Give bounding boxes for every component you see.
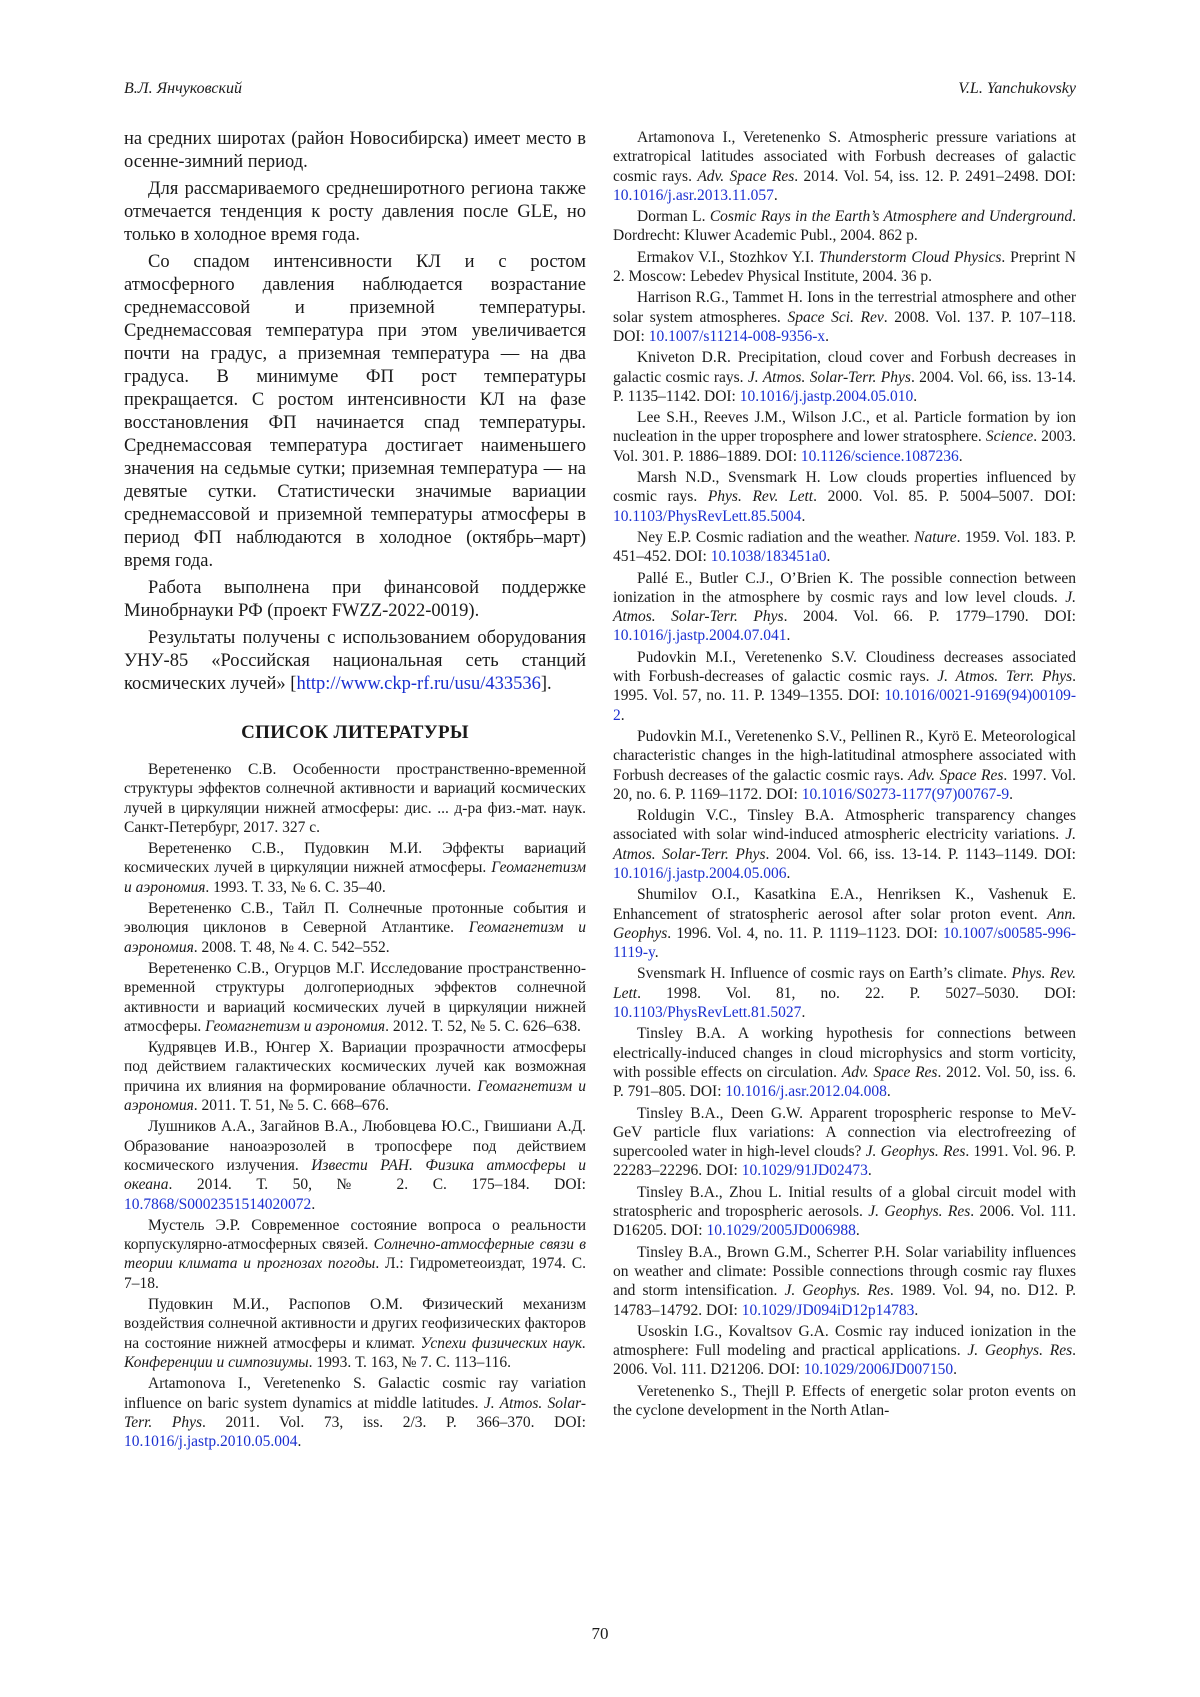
reference-text: Tinsley B.A., Brown G.M., Scherrer P.H. Solar variability influences on weather and climate: Possible connections through cosmic ray fluxes and storm intensification. (613, 1244, 1076, 1300)
reference-journal: Cosmic Rays in the Earth’s Atmosphere and Underground (710, 208, 1072, 225)
reference-entry (613, 248, 1076, 287)
reference-text: Marsh N.D., Svensmark H. Low clouds properties influenced by cosmic rays. (613, 469, 1076, 505)
reference-journal: Adv. Space Res (908, 767, 1003, 784)
reference-journal: Ann. Geophys (613, 906, 1076, 942)
reference-text: . Dordrecht: Kluwer Academic Publ., 2004. 862 p. (613, 208, 1076, 244)
body-paragraph (124, 178, 586, 247)
reference-entry: Roldugin V.C., Tinsley B.A. Atmospheric transparency changes associated with solar wind-induced atmospheric electricity variations. J. Atmos. Solar-Terr. Phys. 2004. Vol. 66, iss. 13-14. P. 1143–1149. DOI: 10.1016/j.jastp.2004.05.006. (613, 806, 1076, 883)
doi-link[interactable]: 10.1007/s00585-996-1119-y (613, 925, 1076, 961)
reference-text: Pudovkin M.I., Veretenenko S.V. Cloudiness decreases associated with Forbush-decreases of galactic cosmic rays. (613, 649, 1076, 685)
reference-journal: J. Geophys. Res (784, 1282, 889, 1299)
references-list-left (124, 760, 586, 1451)
reference-text: . 2012. Vol. 50, iss. 6. P. 791–805. DOI: (613, 1064, 1076, 1100)
reference-text: Svensmark H. Influence of cosmic rays on Earth’s climate. (637, 965, 1012, 982)
reference-text: . 2006. Vol. 111. D21206. DOI: (613, 1342, 1076, 1378)
reference-journal: Геомагнетизм и аэрономия (124, 919, 586, 955)
doi-link[interactable]: 10.1016/j.jastp.2004.05.006 (613, 865, 787, 882)
reference-entry (124, 1216, 586, 1293)
reference-text: Lee S.H., Reeves J.M., Wilson J.C., et al. Particle formation by ion nucleation in the upper troposphere and lower stratosphere. (613, 409, 1076, 445)
references-heading: СПИСОК ЛИТЕРАТУРЫ (124, 722, 586, 744)
reference-entry: Pallé E., Butler C.J., O’Brien K. The possible connection between ionization in the atmosphere by cosmic rays and low level clouds. J. Atmos. Solar-Terr. Phys. 2004. Vol. 66. P. 1779–1790. DOI: 10.1016/j.jastp.2004.07.041. (613, 569, 1076, 646)
reference-text: . 2004. Vol. 66. P. 1779–1790. DOI: (784, 608, 1076, 625)
reference-text: Tinsley B.A. A working hypothesis for connections between electrically-induced changes in cloud microphysics and storm vorticity, with possible effects on circulation. (613, 1025, 1076, 1081)
reference-text: . 2011. Т. 51, № 5. С. 668–676. (194, 1097, 389, 1114)
doi-link[interactable]: 10.1029/2005JD006988 (706, 1222, 855, 1239)
reference-text: . 2014. Vol. 54, iss. 12. P. 2491–2498. DOI: (794, 168, 1076, 185)
reference-entry (124, 959, 586, 1036)
body-paragraph (124, 128, 586, 174)
reference-journal: Thunderstorm Cloud Physics (819, 249, 1002, 266)
doi-link[interactable]: 10.1016/S0273-1177(97)00767-9 (802, 786, 1009, 803)
reference-entry (124, 899, 586, 957)
reference-text: . 2000. Vol. 85. P. 5004–5007. DOI: (813, 488, 1076, 505)
reference-text: . 1998. Vol. 81, no. 22. P. 5027–5030. DOI: (637, 985, 1076, 1002)
doi-link[interactable]: 10.1016/j.asr.2013.11.057 (613, 187, 774, 204)
running-header (0, 80, 1200, 104)
reference-journal: J. Geophys. Res (967, 1342, 1072, 1359)
reference-journal: Science (986, 428, 1033, 445)
reference-text: Ney E.P. Cosmic radiation and the weather. (637, 529, 914, 546)
reference-entry: Tinsley B.A. A working hypothesis for connections between electrically-induced changes in cloud microphysics and storm vorticity, with possible effects on circulation. Adv. Space Res. 2012. Vol. 50, iss. 6. P. 791–805. DOI: 10.1016/j.asr.2012.04.008. (613, 1024, 1076, 1101)
reference-entry (124, 1295, 586, 1372)
reference-text: . 1993. Т. 33, № 6. С. 35–40. (205, 879, 385, 896)
reference-text: Веретененко С.В., Огурцов М.Г. Исследование пространственно-временной структуры долгопериодных эффектов солнечной активности и вариаций космических лучей в циркуляции нижней атмосферы. (124, 960, 586, 1035)
reference-entry (124, 760, 586, 837)
reference-text: . Preprint N 2. Moscow: Lebedev Physical Institute, 2004. 36 p. (613, 249, 1076, 285)
reference-text: Tinsley B.A., Deen G.W. Apparent tropospheric response to MeV-GeV particle flux variations: A connection via electrofreezing of supercooled water in high-level clouds? (613, 1105, 1076, 1161)
reference-text: . 1995. Vol. 57, no. 11. P. 1349–1355. DOI: (613, 668, 1076, 704)
reference-entry: Harrison R.G., Tammet H. Ions in the terrestrial atmosphere and other solar system atmospheres. Space Sci. Rev. 2008. Vol. 137. P. 107–118. DOI: 10.1007/s11214-008-9356-x. (613, 288, 1076, 346)
right-column (613, 128, 1076, 1422)
reference-entry: Artamonova I., Veretenenko S. Atmospheric pressure variations at extratropical latitudes associated with Forbush decreases of galactic cosmic rays. Adv. Space Res. 2014. Vol. 54, iss. 12. P. 2491–2498. DOI: 10.1016/j.asr.2013.11.057. (613, 128, 1076, 205)
reference-journal: Геомагнетизм и аэрономия (205, 1018, 385, 1035)
paragraph-text: ]. (541, 674, 552, 694)
reference-journal: Геомагнетизм и аэрономия (124, 859, 586, 895)
reference-text: . Л.: Гидрометеоиздат, 1974. С. 7–18. (124, 1255, 586, 1291)
reference-journal: J. Atmos. Solar-Terr. Phys (613, 826, 1076, 862)
doi-link[interactable]: 10.1029/91JD02473 (742, 1162, 868, 1179)
reference-text: . 2012. Т. 52, № 5. С. 626–638. (385, 1018, 581, 1035)
reference-text: Ermakov V.I., Stozhkov Y.I. (637, 249, 819, 266)
doi-link[interactable]: 10.7868/S0002351514020072 (124, 1196, 311, 1213)
doi-link[interactable]: 10.1016/j.jastp.2010.05.004 (124, 1433, 298, 1450)
doi-link[interactable]: 10.1016/j.jastp.2004.07.041 (613, 627, 787, 644)
reference-text: Pallé E., Butler C.J., O’Brien K. The possible connection between ionization in the atmosphere by cosmic rays and low level clouds. (613, 570, 1076, 606)
reference-text: Artamonova I., Veretenenko S. Galactic cosmic ray variation influence on baric system dynamics at middle latitudes. (124, 1375, 586, 1411)
reference-text: Лушников А.А., Загайнов В.А., Любовцева Ю.С., Гвишиани А.Д. Образование наноаэрозолей в тропосфере под действием космического излучения. (124, 1118, 586, 1174)
reference-journal: Геомагнетизм и аэрономия (124, 1078, 586, 1114)
reference-entry: Kniveton D.R. Precipitation, cloud cover and Forbush decreases in galactic cosmic rays. J. Atmos. Solar-Terr. Phys. 2004. Vol. 66, iss. 13-14. P. 1135–1142. DOI: 10.1016/j.jastp.2004.05.010. (613, 348, 1076, 406)
header-author-ru: В.Л. Янчуковский (124, 80, 242, 98)
paragraph-text: Для рассмариваемого среднеширотного региона также отмечается тенденция к росту давления после GLE, но только в холодное время года. (124, 179, 586, 245)
reference-journal: Phys. Rev. Lett (613, 965, 1076, 1001)
paragraph-text: на средних широтах (район Новосибирска) имеет место в осенне-зимний период. (124, 129, 586, 172)
reference-entry: Usoskin I.G., Kovaltsov G.A. Cosmic ray induced ionization in the atmosphere: Full modeling and practical applications. J. Geophys. Res. 2006. Vol. 111. D21206. DOI: 10.1029/2006JD007150. (613, 1322, 1076, 1380)
reference-entry: Лушников А.А., Загайнов В.А., Любовцева Ю.С., Гвишиани А.Д. Образование наноаэрозолей в тропосфере под действием космического излучения. Извести РАН. Физика атмосферы и океана. 2014. Т. 50, № 2. С. 175–184. DOI: 10.7868/S0002351514020072. (124, 1117, 586, 1213)
reference-text: . 1991. Vol. 96. P. 22283–22296. DOI: (613, 1143, 1076, 1179)
header-author-en: V.L. Yanchukovsky (958, 80, 1076, 98)
reference-text: Мустель Э.Р. Современное состояние вопроса о реальности корпускулярно-атмосферных связей. (124, 1217, 586, 1253)
reference-text: Dorman L. (637, 208, 710, 225)
reference-journal: Извести РАН. Физика атмосферы и океана (124, 1157, 586, 1193)
body-paragraph (124, 577, 586, 623)
reference-text: . 1993. Т. 163, № 7. С. 113–116. (309, 1354, 511, 1371)
link[interactable]: http://www.ckp-rf.ru/usu/433536 (296, 674, 540, 694)
reference-journal: J. Atmos. Solar-Terr. Phys (124, 1395, 586, 1431)
body-paragraph (124, 627, 586, 696)
reference-entry: Tinsley B.A., Deen G.W. Apparent tropospheric response to MeV-GeV particle flux variations: A connection via electrofreezing of supercooled water in high-level clouds? J. Geophys. Res. 1991. Vol. 96. P. 22283–22296. DOI: 10.1029/91JD02473. (613, 1104, 1076, 1181)
reference-text: . 2011. Vol. 73, iss. 2/3. P. 366–370. DOI: (202, 1414, 586, 1431)
reference-text: Harrison R.G., Tammet H. Ions in the terrestrial atmosphere and other solar system atmospheres. (613, 289, 1076, 325)
doi-link[interactable]: 10.1016/j.asr.2012.04.008 (725, 1083, 886, 1100)
reference-text: Pudovkin M.I., Veretenenko S.V., Pellinen R., Kyrö E. Meteorological characteristic changes in the high-latitudinal atmosphere associated with Forbush decreases of the galactic cosmic rays. (613, 728, 1076, 784)
reference-journal: J. Atmos. Solar-Terr. Phys (613, 589, 1076, 625)
reference-text: . 1996. Vol. 4, no. 11. P. 1119–1123. DOI: (667, 925, 943, 942)
reference-text: Веретененко С.В. Особенности пространственно-временной структуры эффектов солнечной активности и вариаций космических лучей в циркуляции нижней атмосферы: дис. ... д-ра физ.-мат. наук. Санкт-Петербург, 2017. 327 с. (124, 761, 586, 836)
reference-text: . 1997. Vol. 20, no. 6. P. 1169–1172. DOI: (613, 767, 1076, 803)
reference-text: Usoskin I.G., Kovaltsov G.A. Cosmic ray induced ionization in the atmosphere: Full modeling and practical applications. (613, 1323, 1076, 1359)
body-text (124, 128, 586, 696)
reference-journal: Space Sci. Rev (787, 309, 883, 326)
reference-text: Веретененко С.В., Пудовкин М.И. Эффекты вариаций космических лучей в циркуляции нижней атмосферы. (124, 840, 586, 876)
reference-text: . 1989. Vol. 94, no. D12. P. 14783–14792. DOI: (613, 1282, 1076, 1318)
reference-journal: Успехи физических наук. Конференции и симпозиумы (124, 1335, 586, 1371)
reference-journal: Nature (914, 529, 956, 546)
reference-text: Пудовкин М.И., Распопов О.М. Физический механизм воздействия солнечной активности и других геофизических факторов на состояние нижней атмосферы и климат. (124, 1296, 586, 1352)
reference-journal: Adv. Space Res (842, 1064, 938, 1081)
reference-text: Kniveton D.R. Precipitation, cloud cover and Forbush decreases in galactic cosmic rays. (613, 349, 1076, 385)
reference-journal: Солнечно-атмосферные связи в теории климата и прогнозах погоды (124, 1236, 586, 1272)
reference-text: Artamonova I., Veretenenko S. Atmospheric pressure variations at extratropical latitudes associated with Forbush decreases of galactic cosmic rays. (613, 129, 1076, 185)
reference-text: . 2008. Vol. 137. P. 107–118. DOI: (613, 309, 1076, 345)
reference-entry: Shumilov O.I., Kasatkina E.A., Henriksen K., Vashenuk E. Enhancement of stratospheric aerosol after solar proton event. Ann. Geophys. 1996. Vol. 4, no. 11. P. 1119–1123. DOI: 10.1007/s00585-996-1119-y. (613, 885, 1076, 962)
reference-entry: Svensmark H. Influence of cosmic rays on Earth’s climate. Phys. Rev. Lett. 1998. Vol. 81, no. 22. P. 5027–5030. DOI: 10.1103/PhysRevLett.81.5027. (613, 964, 1076, 1022)
reference-text: Tinsley B.A., Zhou L. Initial results of a global circuit model with stratospheric and tropospheric aerosols. (613, 1184, 1076, 1220)
reference-text: . 2006. Vol. 111. D16205. DOI: (613, 1203, 1076, 1239)
reference-journal: Adv. Space Res (697, 168, 794, 185)
paragraph-text: Результаты получены с использованием оборудования УНУ-85 «Российская национальная сеть станций космических лучей» [ (124, 628, 586, 694)
body-paragraph (124, 251, 586, 573)
reference-entry: Lee S.H., Reeves J.M., Wilson J.C., et al. Particle formation by ion nucleation in the upper troposphere and lower stratosphere. Science. 2003. Vol. 301. P. 1886–1889. DOI: 10.1126/science.1087236. (613, 408, 1076, 466)
doi-link[interactable]: 10.1103/PhysRevLett.85.5004 (613, 508, 801, 525)
reference-entry: Artamonova I., Veretenenko S. Galactic cosmic ray variation influence on baric system dynamics at middle latitudes. J. Atmos. Solar-Terr. Phys. 2011. Vol. 73, iss. 2/3. P. 366–370. DOI: 10.1016/j.jastp.2010.05.004. (124, 1374, 586, 1451)
left-column (124, 128, 586, 1453)
reference-entry (613, 207, 1076, 246)
reference-journal: J. Geophys. Res (866, 1143, 966, 1160)
reference-text: Веретененко С.В., Тайл П. Солнечные протонные события и эволюция циклонов в Северной Атлантике. (124, 900, 586, 936)
doi-link[interactable]: 10.1126/science.1087236 (801, 448, 959, 465)
doi-link[interactable]: 10.1029/JD094iD12p14783 (742, 1302, 915, 1319)
paragraph-text: Работа выполнена при финансовой поддержке Минобрнауки РФ (проект FWZZ-2022-0019). (124, 578, 586, 621)
reference-text: . 2004. Vol. 66, iss. 13-14. P. 1143–1149. DOI: (766, 846, 1076, 863)
reference-text: . 2003. Vol. 301. P. 1886–1889. DOI: (613, 428, 1076, 464)
reference-entry: Ney E.P. Cosmic radiation and the weather. Nature. 1959. Vol. 183. P. 451–452. DOI: 10.1038/183451a0. (613, 528, 1076, 567)
reference-journal: Phys. Rev. Lett (708, 488, 813, 505)
reference-text: Veretenenko S., Thejll P. Effects of energetic solar proton events on the cyclone development in the North Atlan- (613, 1383, 1076, 1419)
reference-entry: Tinsley B.A., Zhou L. Initial results of a global circuit model with stratospheric and tropospheric aerosols. J. Geophys. Res. 2006. Vol. 111. D16205. DOI: 10.1029/2005JD006988. (613, 1183, 1076, 1241)
reference-journal: J. Geophys. Res (868, 1203, 970, 1220)
doi-link[interactable]: 10.1029/2006JD007150 (804, 1361, 953, 1378)
reference-text: Roldugin V.C., Tinsley B.A. Atmospheric transparency changes associated with solar wind-induced atmospheric electricity variations. (613, 807, 1076, 843)
doi-link[interactable]: 10.1038/183451a0 (711, 548, 827, 565)
reference-entry: Pudovkin M.I., Veretenenko S.V. Cloudiness decreases associated with Forbush-decreases of galactic cosmic rays. J. Atmos. Terr. Phys. 1995. Vol. 57, no. 11. P. 1349–1355. DOI: 10.1016/0021-9169(94)00109-2. (613, 648, 1076, 725)
reference-entry: Tinsley B.A., Brown G.M., Scherrer P.H. Solar variability influences on weather and climate: Possible connections through cosmic ray fluxes and storm intensification. J. Geophys. Res. 1989. Vol. 94, no. D12. P. 14783–14792. DOI: 10.1029/JD094iD12p14783. (613, 1243, 1076, 1320)
reference-entry (124, 1038, 586, 1115)
doi-link[interactable]: 10.1103/PhysRevLett.81.5027 (613, 1004, 801, 1021)
reference-text: Кудрявцев И.В., Юнгер Х. Вариации прозрачности атмосферы под действием галактических космических лучей как возможная причина их влияния на формирование облачности. (124, 1039, 586, 1095)
doi-link[interactable]: 10.1016/0021-9169(94)00109-2 (613, 687, 1076, 723)
reference-entry (124, 839, 586, 897)
reference-text: . 2008. Т. 48, № 4. С. 542–552. (194, 939, 390, 956)
references-list-right (613, 128, 1076, 1420)
reference-entry: Marsh N.D., Svensmark H. Low clouds properties influenced by cosmic rays. Phys. Rev. Lett. 2000. Vol. 85. P. 5004–5007. DOI: 10.1103/PhysRevLett.85.5004. (613, 468, 1076, 526)
reference-text: . 2004. Vol. 66, iss. 13-14. P. 1135–1142. DOI: (613, 369, 1076, 405)
paragraph-text: Со спадом интенсивности КЛ и с ростом атмосферного давления наблюдается возрастание среднемассовой и приземной температуры. Среднемассовая температура при этом увеличивается почти на градус, а приземная температура — на два градуса. В минимуме ФП рост температуры прекращается. С ростом интенсивности КЛ на фазе восстановления ФП начинается спад температуры. Среднемассовая температура достигает наименьшего значения на седьмые сутки; приземная температура — на девятые сутки. Статистически значимые вариации среднемассовой и приземной температуры атмосферы в период ФП наблюдаются в холодное (октябрь–март) время года. (124, 252, 586, 571)
page-number: 70 (0, 1624, 1200, 1644)
reference-entry: Pudovkin M.I., Veretenenko S.V., Pellinen R., Kyrö E. Meteorological characteristic changes in the high-latitudinal atmosphere associated with Forbush decreases of the galactic cosmic rays. Adv. Space Res. 1997. Vol. 20, no. 6. P. 1169–1172. DOI: 10.1016/S0273-1177(97)00767-9. (613, 727, 1076, 804)
reference-text: . 1959. Vol. 183. P. 451–452. DOI: (613, 529, 1076, 565)
reference-journal: J. Atmos. Solar-Terr. Phys (748, 369, 911, 386)
reference-journal: J. Atmos. Terr. Phys (937, 668, 1072, 685)
doi-link[interactable]: 10.1007/s11214-008-9356-x (649, 328, 825, 345)
reference-text: Shumilov O.I., Kasatkina E.A., Henriksen K., Vashenuk E. Enhancement of stratospheric aerosol after solar proton event. (613, 886, 1076, 922)
reference-entry (613, 1382, 1076, 1421)
reference-text: . 2014. Т. 50, № 2. С. 175–184. DOI: (168, 1176, 586, 1193)
doi-link[interactable]: 10.1016/j.jastp.2004.05.010 (740, 388, 914, 405)
